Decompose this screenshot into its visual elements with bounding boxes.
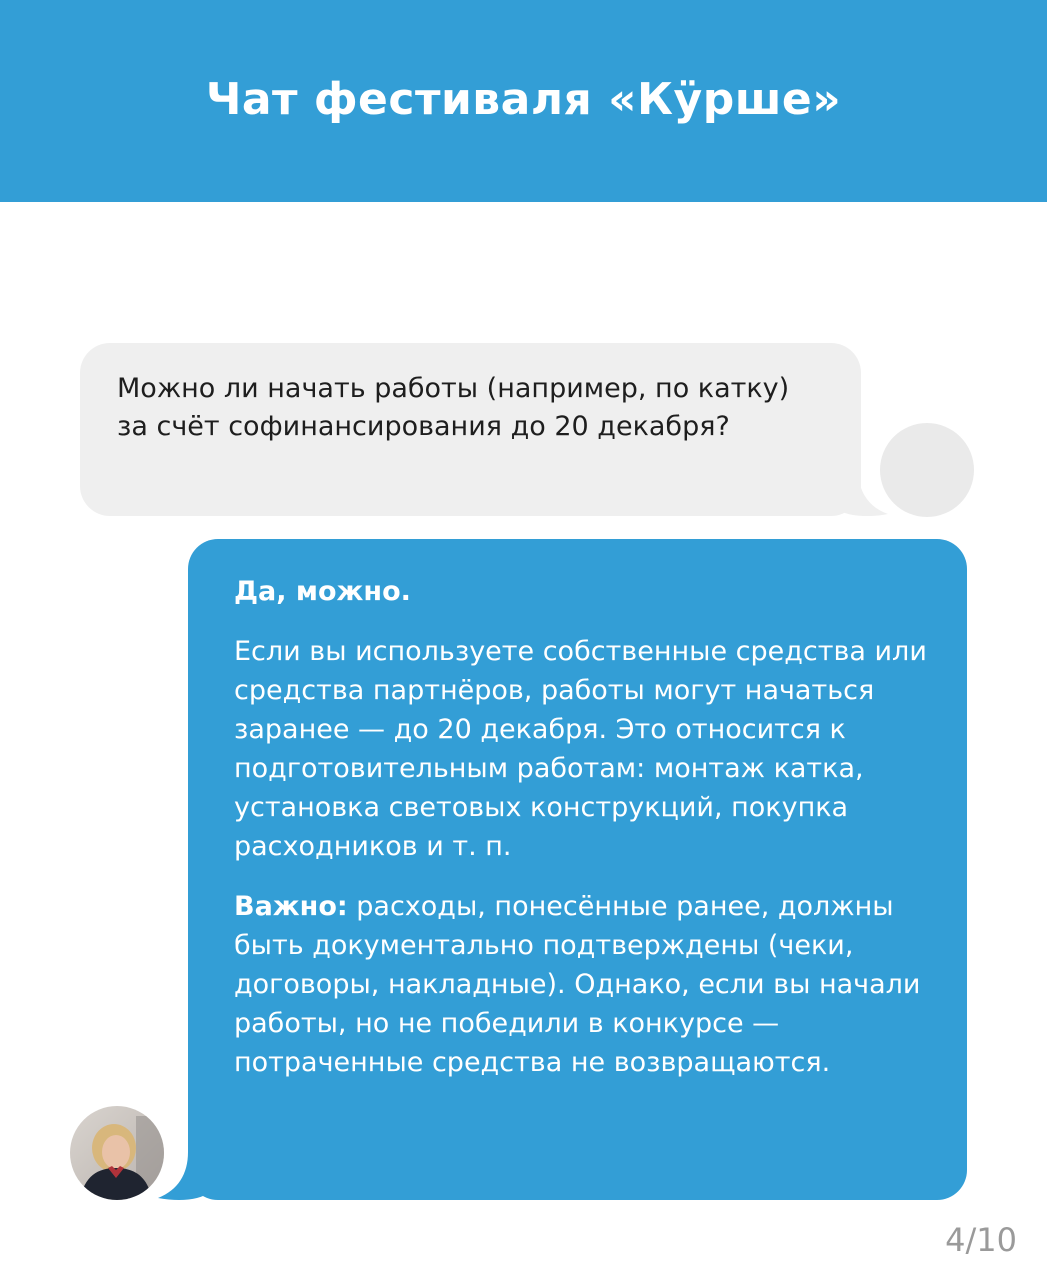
answer-headline: Да, можно.	[234, 576, 411, 607]
answer-important	[234, 887, 954, 1082]
user-avatar-placeholder	[880, 423, 974, 517]
responder-avatar	[70, 1106, 164, 1200]
answer-details: Если вы используете собственные средства или средства партнёров, работы могут начаться заранее — до 20 декабря. Это относится к подготовительным работам: монтаж катка, установка световых конструкций, покупка расходников и т. п.	[234, 636, 927, 862]
important-text: расходы, понесённые ранее, должны быть документально подтверждены (чеки, договоры, накладные). Однако, если вы начали работы, но не победили в конкурсе — потраченные средства не возвращаются.	[234, 891, 921, 1078]
portrait-icon	[70, 1106, 164, 1200]
answer-text-block	[234, 572, 954, 1082]
page-counter: 4/10	[945, 1221, 1017, 1259]
outgoing-bubble-tail	[158, 1152, 210, 1200]
question-text: Можно ли начать работы (например, по катку) за счёт софинансирования до 20 декабря?	[117, 373, 790, 442]
page-title: Чат фестиваля «Кӱрше»	[205, 74, 842, 125]
important-label: Важно:	[234, 891, 348, 922]
header-banner	[0, 0, 1047, 202]
